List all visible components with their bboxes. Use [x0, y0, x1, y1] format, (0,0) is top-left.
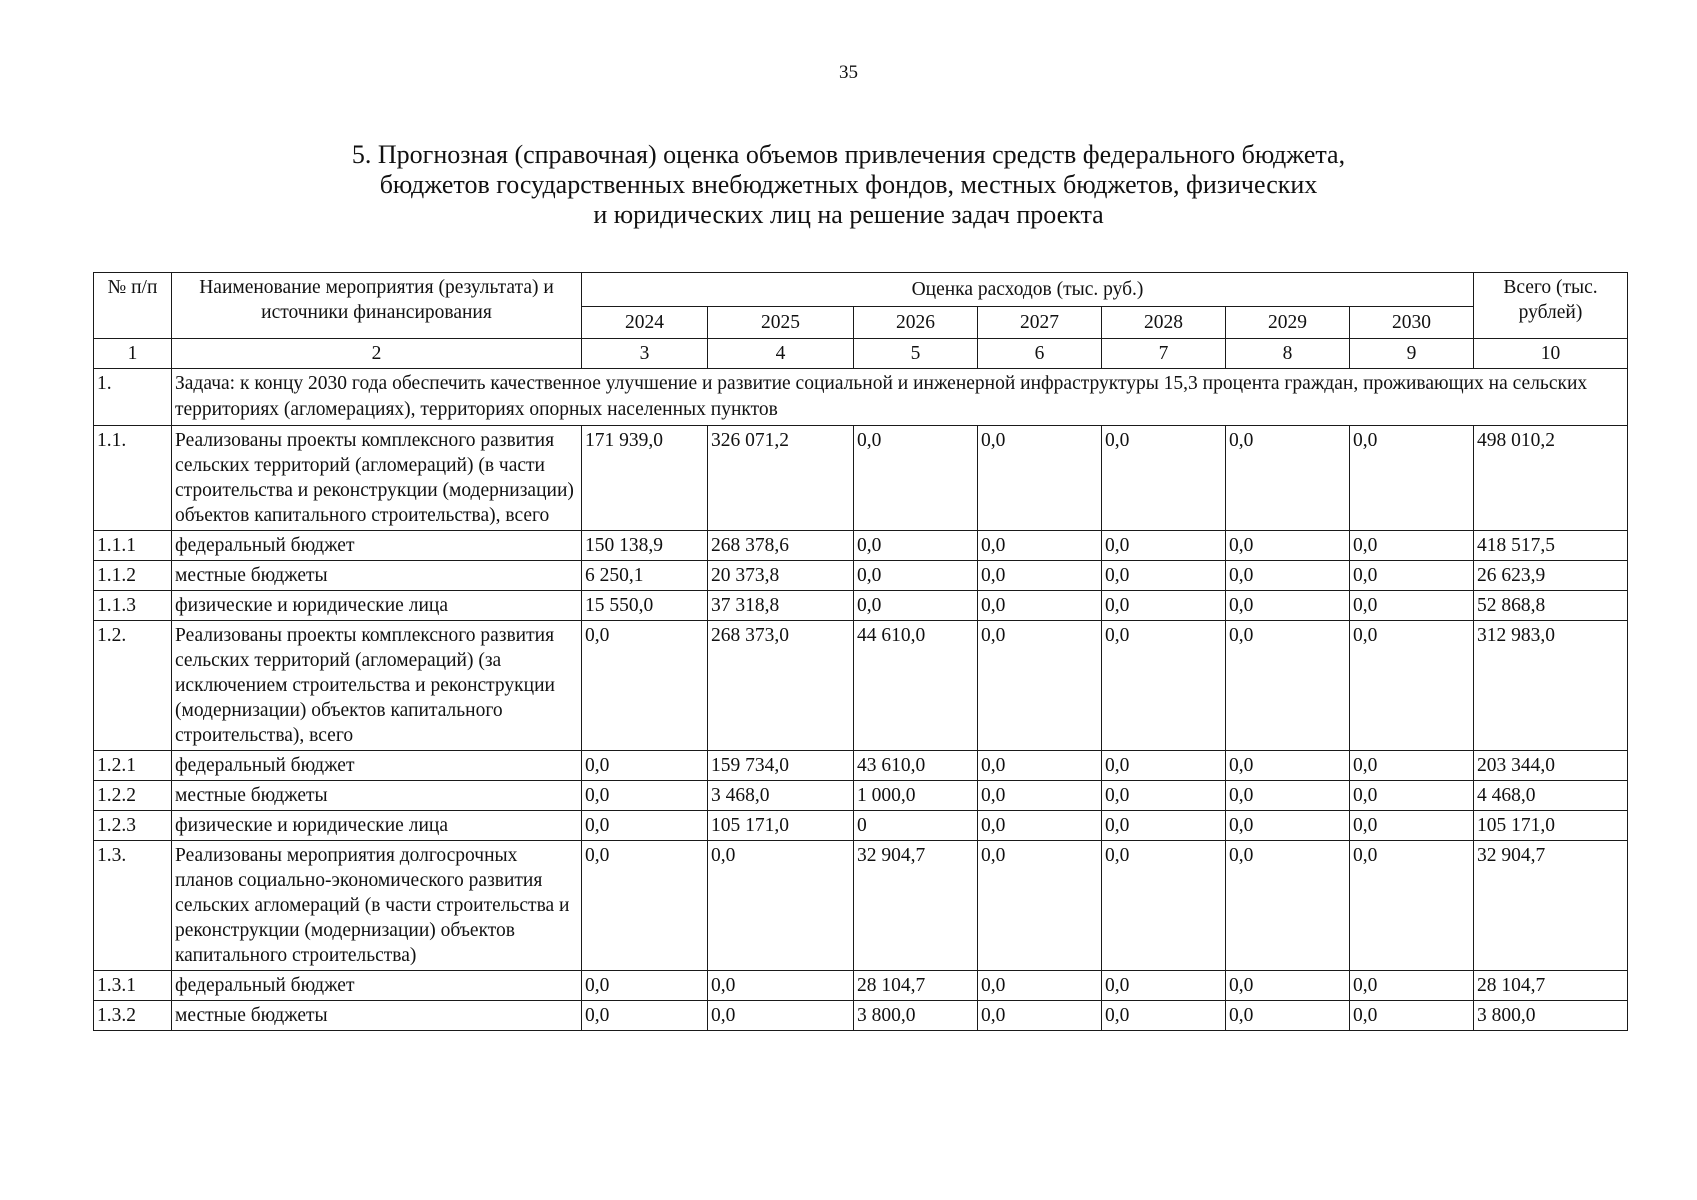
row-num: 1.3.2 [94, 1001, 172, 1031]
row-value: 0,0 [978, 811, 1102, 841]
row-value: 37 318,8 [708, 591, 854, 621]
row-name: федеральный бюджет [172, 531, 582, 561]
row-num: 1.1.1 [94, 531, 172, 561]
table-row [94, 1001, 1628, 1031]
column-number: 4 [708, 339, 854, 369]
row-value: 0,0 [1226, 781, 1350, 811]
column-number: 10 [1474, 339, 1628, 369]
row-value: 0,0 [1226, 751, 1350, 781]
row-num: 1.1.3 [94, 591, 172, 621]
row-value: 0,0 [582, 1001, 708, 1031]
row-value: 0,0 [1226, 811, 1350, 841]
row-value: 0,0 [1350, 751, 1474, 781]
row-total: 418 517,5 [1474, 531, 1628, 561]
row-name: местные бюджеты [172, 561, 582, 591]
header-year: 2025 [708, 307, 854, 339]
row-name: местные бюджеты [172, 781, 582, 811]
row-value: 3 468,0 [708, 781, 854, 811]
title-line: 5. Прогнозная (справочная) оценка объемов привлечения средств федерального бюджета, [351, 140, 1346, 169]
row-value: 0,0 [1102, 751, 1226, 781]
column-number: 1 [94, 339, 172, 369]
row-value: 1 000,0 [854, 781, 978, 811]
table-row [94, 971, 1628, 1001]
row-num: 1.1.2 [94, 561, 172, 591]
row-num: 1.3. [94, 841, 172, 971]
row-value: 0,0 [1226, 531, 1350, 561]
row-name: физические и юридические лица [172, 811, 582, 841]
row-value: 0,0 [978, 971, 1102, 1001]
row-value: 0,0 [1102, 971, 1226, 1001]
table-row [94, 621, 1628, 751]
row-value: 0,0 [1226, 591, 1350, 621]
row-name: федеральный бюджет [172, 751, 582, 781]
table-row [94, 426, 1628, 531]
row-value: 0,0 [1102, 426, 1226, 531]
row-value: 28 104,7 [854, 971, 978, 1001]
row-value: 0,0 [854, 591, 978, 621]
column-number: 9 [1350, 339, 1474, 369]
header-name: Наименование мероприятия (результата) и источники финансирования [172, 273, 582, 339]
row-value: 171 939,0 [582, 426, 708, 531]
header-estimate: Оценка расходов (тыс. руб.) [582, 273, 1474, 307]
row-value: 0,0 [854, 561, 978, 591]
row-num: 1.2. [94, 621, 172, 751]
row-value: 0,0 [1350, 591, 1474, 621]
row-value: 20 373,8 [708, 561, 854, 591]
row-value: 105 171,0 [708, 811, 854, 841]
row-value: 268 373,0 [708, 621, 854, 751]
row-value: 0,0 [1350, 531, 1474, 561]
header-year: 2030 [1350, 307, 1474, 339]
row-value: 43 610,0 [854, 751, 978, 781]
row-value: 0,0 [582, 811, 708, 841]
row-value: 0,0 [1350, 621, 1474, 751]
header-year: 2024 [582, 307, 708, 339]
row-num: 1.2.1 [94, 751, 172, 781]
row-total: 4 468,0 [1474, 781, 1628, 811]
table-row [94, 561, 1628, 591]
header-num: № п/п [94, 273, 172, 339]
row-value: 0,0 [708, 841, 854, 971]
row-value: 0,0 [1350, 1001, 1474, 1031]
row-name: федеральный бюджет [172, 971, 582, 1001]
row-value: 0,0 [1226, 561, 1350, 591]
row-value: 0 [854, 811, 978, 841]
row-value: 0,0 [1102, 811, 1226, 841]
row-value: 326 071,2 [708, 426, 854, 531]
row-num: 1.2.2 [94, 781, 172, 811]
row-value: 0,0 [708, 971, 854, 1001]
column-number: 8 [1226, 339, 1350, 369]
row-value: 44 610,0 [854, 621, 978, 751]
row-value: 6 250,1 [582, 561, 708, 591]
row-num: 1.1. [94, 426, 172, 531]
column-number: 3 [582, 339, 708, 369]
header-year: 2027 [978, 307, 1102, 339]
row-value: 150 138,9 [582, 531, 708, 561]
row-value: 0,0 [1226, 1001, 1350, 1031]
row-value: 32 904,7 [854, 841, 978, 971]
title-line: и юридических лиц на решение задач проекта [593, 200, 1104, 229]
row-total: 32 904,7 [1474, 841, 1628, 971]
header-year: 2026 [854, 307, 978, 339]
column-number: 6 [978, 339, 1102, 369]
row-value: 0,0 [1102, 561, 1226, 591]
financing-table [93, 272, 1628, 1031]
header-year: 2028 [1102, 307, 1226, 339]
header-row [94, 273, 1628, 307]
row-value: 0,0 [1350, 971, 1474, 1001]
row-total: 203 344,0 [1474, 751, 1628, 781]
row-value: 0,0 [582, 841, 708, 971]
task-num: 1. [94, 369, 172, 426]
title-line: бюджетов государственных внебюджетных фондов, местных бюджетов, физических [379, 170, 1318, 199]
column-numbers-row [94, 339, 1628, 369]
row-value: 0,0 [1350, 811, 1474, 841]
row-value: 0,0 [1102, 1001, 1226, 1031]
row-name: Реализованы проекты комплексного развития сельских территорий (агломераций) (за исключением строительства и реконструкции (модернизации) объектов капитального строительства), всего [172, 621, 582, 751]
row-total: 26 623,9 [1474, 561, 1628, 591]
row-value: 0,0 [978, 841, 1102, 971]
row-num: 1.2.3 [94, 811, 172, 841]
header-total: Всего (тыс. рублей) [1474, 273, 1628, 339]
row-value: 0,0 [1102, 781, 1226, 811]
row-value: 0,0 [1102, 591, 1226, 621]
row-value: 15 550,0 [582, 591, 708, 621]
row-value: 0,0 [978, 621, 1102, 751]
table-row [94, 531, 1628, 561]
row-value: 0,0 [978, 1001, 1102, 1031]
row-value: 0,0 [1226, 426, 1350, 531]
column-number: 2 [172, 339, 582, 369]
row-value: 3 800,0 [854, 1001, 978, 1031]
row-value: 0,0 [854, 531, 978, 561]
row-value: 268 378,6 [708, 531, 854, 561]
row-total: 498 010,2 [1474, 426, 1628, 531]
task-row [94, 369, 1628, 426]
row-num: 1.3.1 [94, 971, 172, 1001]
row-value: 159 734,0 [708, 751, 854, 781]
page-number: 35 [839, 62, 858, 83]
row-value: 0,0 [854, 426, 978, 531]
table-row [94, 591, 1628, 621]
row-total: 105 171,0 [1474, 811, 1628, 841]
row-value: 0,0 [1350, 841, 1474, 971]
document-title [0, 140, 1697, 230]
row-total: 28 104,7 [1474, 971, 1628, 1001]
row-value: 0,0 [978, 531, 1102, 561]
row-value: 0,0 [978, 561, 1102, 591]
row-value: 0,0 [1102, 621, 1226, 751]
row-value: 0,0 [978, 426, 1102, 531]
row-value: 0,0 [978, 591, 1102, 621]
table-row [94, 811, 1628, 841]
task-text: Задача: к концу 2030 года обеспечить качественное улучшение и развитие социальной и инженерной инфраструктуры 15,3 процента граждан, проживающих на сельских территориях (агломерациях), территориях опорных населенных пунктов [172, 369, 1628, 426]
row-name: местные бюджеты [172, 1001, 582, 1031]
row-value: 0,0 [1102, 841, 1226, 971]
table-row [94, 841, 1628, 971]
row-name: Реализованы проекты комплексного развития сельских территорий (агломераций) (в части строительства и реконструкции (модернизации) объектов капитального строительства), всего [172, 426, 582, 531]
row-value: 0,0 [1350, 561, 1474, 591]
row-value: 0,0 [978, 751, 1102, 781]
row-value: 0,0 [1226, 971, 1350, 1001]
header-year: 2029 [1226, 307, 1350, 339]
row-total: 52 868,8 [1474, 591, 1628, 621]
row-value: 0,0 [978, 781, 1102, 811]
row-value: 0,0 [708, 1001, 854, 1031]
column-number: 7 [1102, 339, 1226, 369]
row-total: 312 983,0 [1474, 621, 1628, 751]
row-value: 0,0 [582, 781, 708, 811]
row-value: 0,0 [1350, 781, 1474, 811]
row-name: физические и юридические лица [172, 591, 582, 621]
row-value: 0,0 [582, 621, 708, 751]
row-value: 0,0 [582, 971, 708, 1001]
row-value: 0,0 [1350, 426, 1474, 531]
row-value: 0,0 [1102, 531, 1226, 561]
column-number: 5 [854, 339, 978, 369]
row-name: Реализованы мероприятия долгосрочных планов социально-экономического развития сельских агломераций (в части строительства и реконструкции (модернизации) объектов капитального строительства) [172, 841, 582, 971]
row-total: 3 800,0 [1474, 1001, 1628, 1031]
row-value: 0,0 [582, 751, 708, 781]
table-row [94, 751, 1628, 781]
row-value: 0,0 [1226, 621, 1350, 751]
table-row [94, 781, 1628, 811]
row-value: 0,0 [1226, 841, 1350, 971]
